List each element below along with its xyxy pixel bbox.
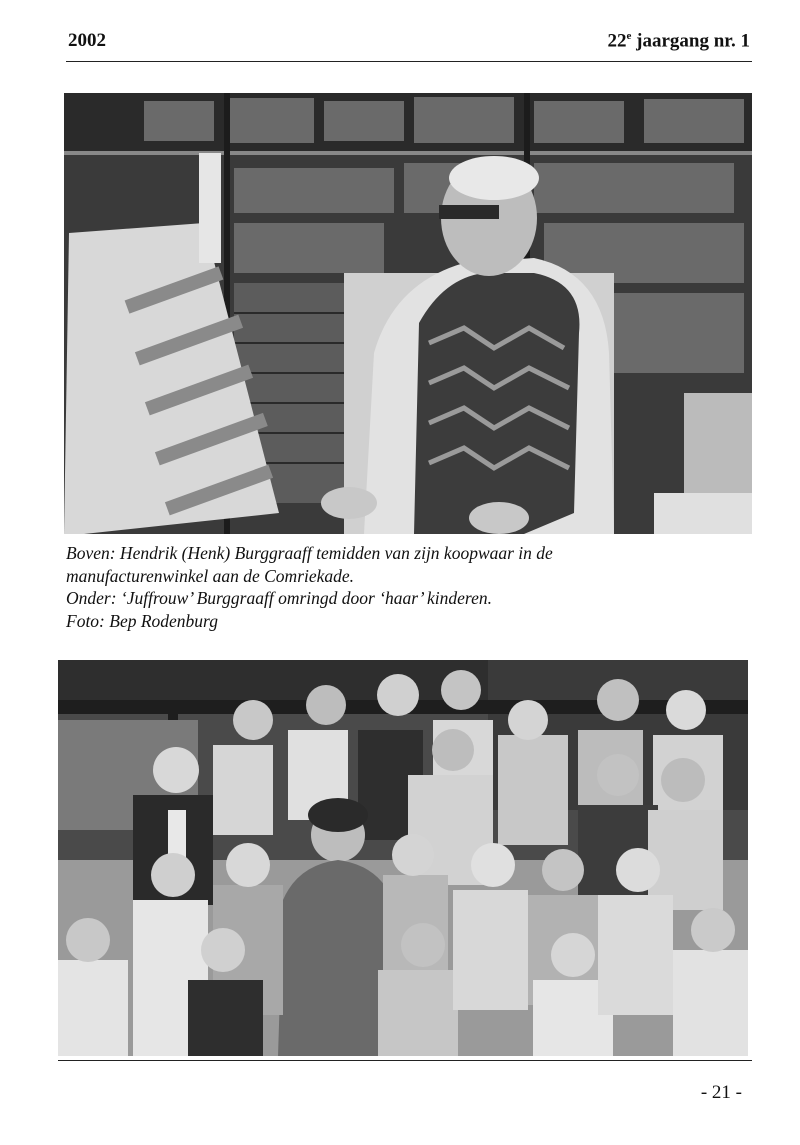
caption-line: manufacturenwinkel aan de Comriekade. bbox=[66, 565, 355, 586]
footer-rule bbox=[58, 1060, 752, 1061]
header-volume bbox=[608, 30, 750, 52]
caption-line: Foto: Bep Rodenburg bbox=[66, 610, 218, 631]
caption-line: Boven: Hendrik (Henk) Burggraaff temidden van zijn koopwaar in de bbox=[66, 543, 553, 563]
caption-line: Onder: ‘Juffrouw’ Burggraaff omringd door ‘haar’ kinderen. bbox=[66, 588, 492, 608]
shopkeeper-photo bbox=[64, 93, 752, 534]
page-number: - 21 - bbox=[700, 1082, 742, 1103]
header-year: 2002 bbox=[68, 30, 106, 51]
photo-caption bbox=[66, 542, 706, 632]
class-photo bbox=[58, 660, 748, 1056]
volume-suffix: e bbox=[626, 30, 632, 42]
header-rule bbox=[66, 61, 752, 62]
volume-rest: jaargang nr. 1 bbox=[631, 30, 750, 52]
volume-number: 22 bbox=[607, 30, 627, 52]
